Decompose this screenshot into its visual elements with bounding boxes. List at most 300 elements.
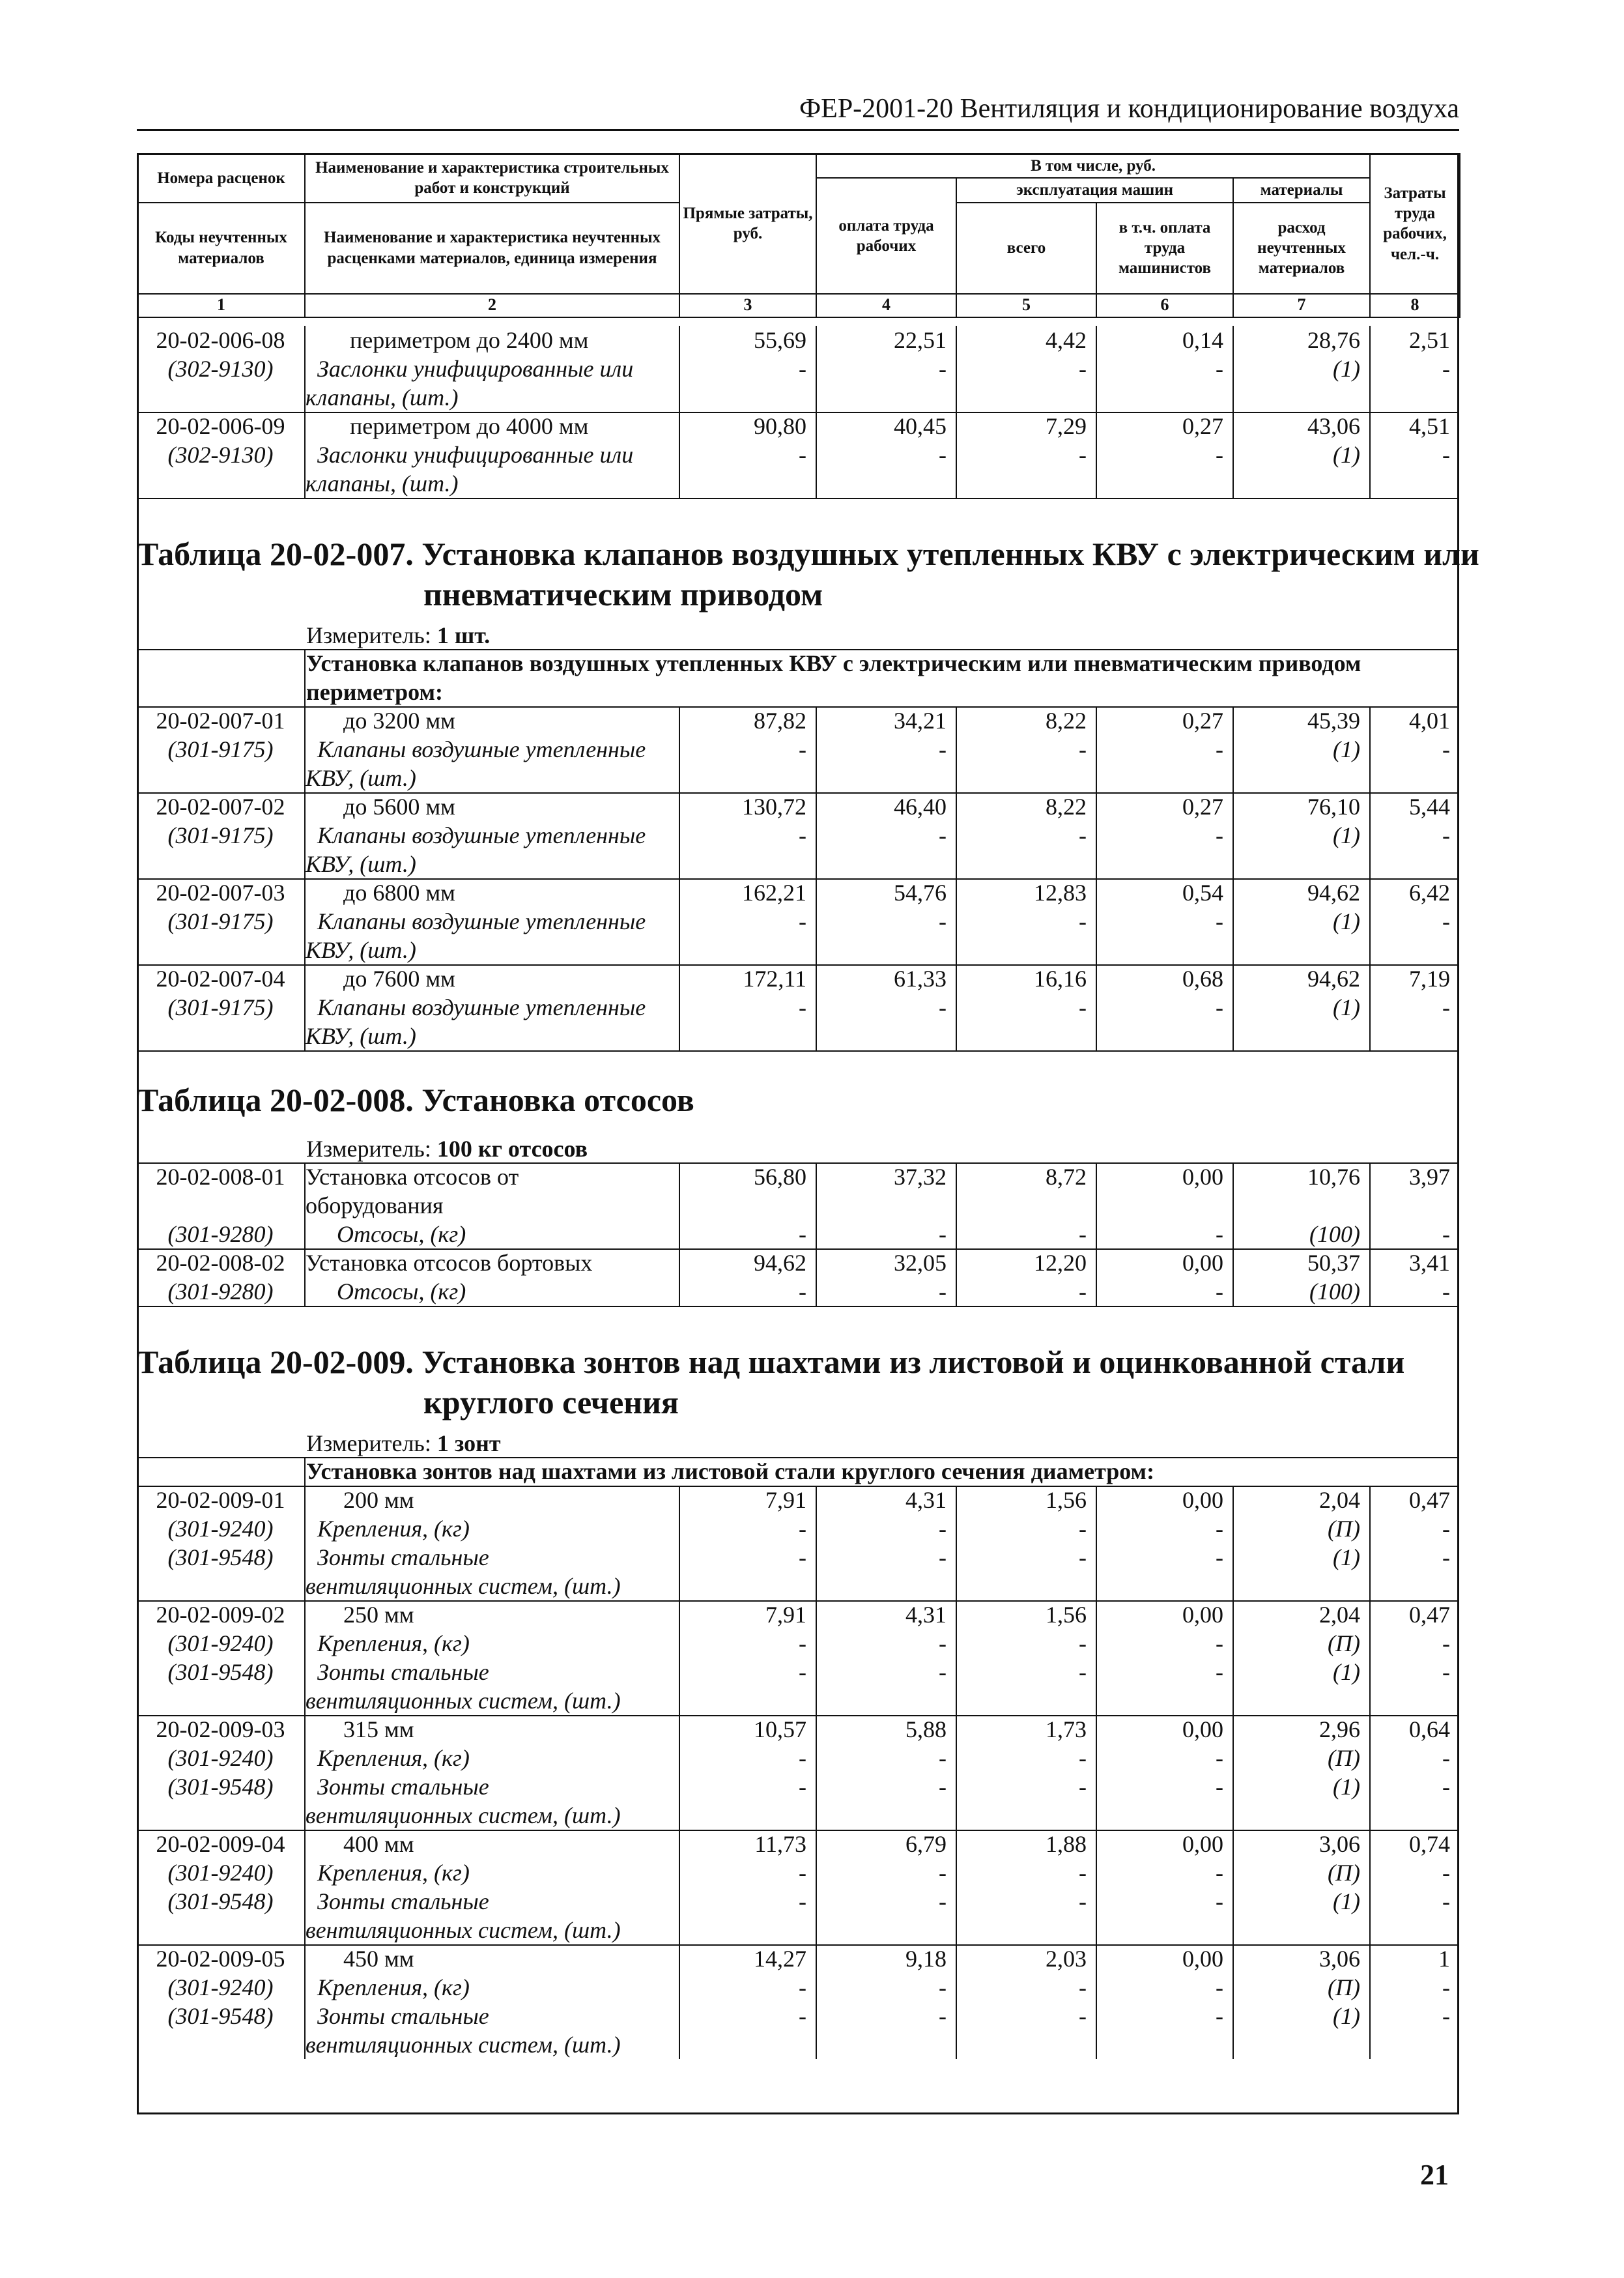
column-divider	[304, 326, 306, 412]
column-divider	[304, 1162, 306, 1248]
col7-header: расход неучтенных материалов	[1233, 203, 1370, 294]
value-cell: 87,82	[754, 708, 806, 734]
work-name: до 5600 мм	[343, 794, 455, 820]
value-cell: 0,27	[1182, 413, 1223, 439]
value-cell: 61,33	[894, 966, 947, 992]
column-divider	[956, 1248, 957, 1306]
value-cell: -	[939, 1278, 947, 1305]
group-heading: Установка зонтов над шахтами из листовой стали круглого сечения диаметром:	[306, 1458, 1155, 1484]
value-cell: (100)	[1309, 1221, 1360, 1247]
value-cell: -	[799, 442, 806, 468]
value-cell: 1,88	[1046, 1831, 1087, 1857]
value-cell: -	[1079, 1544, 1087, 1570]
value-cell: 2,04	[1319, 1602, 1360, 1628]
rate-code: 20-02-006-08	[156, 327, 285, 353]
row-divider	[137, 1050, 1459, 1052]
col-number: 8	[1370, 294, 1460, 317]
col2-header-bottom: Наименование и характеристика неучтенных расценками материалов, единица измерения	[305, 203, 679, 294]
value-cell: -	[939, 1745, 947, 1771]
value-cell: -	[1216, 1745, 1223, 1771]
work-name: Зонты стальные	[317, 1888, 489, 1914]
value-cell: 11,73	[754, 1831, 806, 1857]
value-cell: -	[939, 1630, 947, 1656]
column-divider	[304, 792, 306, 878]
value-cell: 1	[1438, 1946, 1450, 1972]
rate-code: (301-9240)	[167, 1630, 274, 1656]
rate-code: (301-9240)	[167, 1974, 274, 2000]
value-cell: 9,18	[905, 1946, 947, 1972]
work-name: периметром до 2400 мм	[350, 327, 589, 353]
column-divider	[816, 1830, 817, 1944]
value-cell: 14,27	[754, 1946, 806, 1972]
value-cell: 0,27	[1182, 708, 1223, 734]
page-number: 21	[1420, 2159, 1449, 2191]
measure-value: 100 кг отсосов	[436, 1136, 588, 1162]
rate-code: 20-02-008-02	[156, 1250, 285, 1276]
column-divider	[304, 1486, 306, 1600]
value-cell: (1)	[1333, 994, 1360, 1020]
value-cell: -	[1216, 1659, 1223, 1685]
column-divider	[956, 706, 957, 792]
row-divider	[137, 498, 1459, 499]
value-cell: 16,16	[1034, 966, 1087, 992]
work-name: до 7600 мм	[343, 966, 455, 992]
work-name: вентиляционных систем, (шт.)	[306, 2032, 621, 2058]
column-divider	[304, 1457, 306, 1486]
value-cell: -	[1442, 1278, 1450, 1305]
col2-header-top: Наименование и характеристика строительных работ и конструкций	[305, 154, 679, 203]
value-cell: 5,44	[1409, 794, 1450, 820]
value-cell: -	[799, 1974, 806, 2000]
work-name: Установка отсосов от	[306, 1164, 519, 1190]
value-cell: (П)	[1328, 1860, 1360, 1886]
value-cell: -	[1442, 908, 1450, 934]
column-divider	[816, 1944, 817, 2059]
table-title-line2: пневматическим приводом	[423, 576, 823, 613]
value-cell: -	[939, 822, 947, 848]
value-cell: 56,80	[754, 1164, 806, 1190]
work-name: 400 мм	[343, 1831, 414, 1857]
col-number: 3	[679, 294, 816, 317]
value-cell: 12,83	[1034, 880, 1087, 906]
work-name: вентиляционных систем, (шт.)	[306, 1688, 621, 1714]
value-cell: 10,57	[754, 1716, 806, 1742]
column-divider	[956, 1486, 957, 1600]
value-cell: -	[1442, 822, 1450, 848]
column-divider	[1369, 1715, 1371, 1830]
value-cell: 4,31	[905, 1602, 947, 1628]
column-divider	[679, 1715, 680, 1830]
value-cell: -	[1442, 1745, 1450, 1771]
column-divider	[1369, 1600, 1371, 1715]
work-name: КВУ, (шт.)	[306, 851, 416, 877]
work-name: КВУ, (шт.)	[306, 765, 416, 791]
value-cell: 0,64	[1409, 1716, 1450, 1742]
work-name: до 6800 мм	[343, 880, 455, 906]
value-cell: 4,31	[905, 1487, 947, 1513]
value-cell: -	[939, 736, 947, 762]
column-divider	[679, 1600, 680, 1715]
measure-value: 1 шт.	[436, 622, 491, 648]
column-divider	[1232, 964, 1234, 1050]
value-cell: -	[799, 908, 806, 934]
column-divider	[956, 1944, 957, 2059]
column-divider	[304, 412, 306, 498]
value-cell: 2,51	[1409, 327, 1450, 353]
rate-code: (302-9130)	[167, 442, 274, 468]
col6-header: в т.ч. оплата труда машинистов	[1096, 203, 1233, 294]
work-name: Клапаны воздушные утепленные	[317, 736, 646, 762]
value-cell: -	[939, 1544, 947, 1570]
value-cell: 50,37	[1307, 1250, 1360, 1276]
rate-code: 20-02-009-05	[156, 1946, 285, 1972]
rate-code: (301-9548)	[167, 1544, 274, 1570]
work-name: Зонты стальные	[317, 1774, 489, 1800]
value-cell: 0,00	[1182, 1250, 1223, 1276]
value-cell: (1)	[1333, 2003, 1360, 2029]
value-cell: -	[939, 1516, 947, 1542]
column-divider	[816, 326, 817, 412]
value-cell: -	[799, 822, 806, 848]
value-cell: -	[1442, 1544, 1450, 1570]
value-cell: 12,20	[1034, 1250, 1087, 1276]
value-cell: 40,45	[894, 413, 947, 439]
column-divider	[816, 878, 817, 964]
value-cell: -	[939, 1774, 947, 1800]
column-divider	[1369, 412, 1371, 498]
value-cell: -	[799, 1630, 806, 1656]
column-divider	[1369, 1162, 1371, 1248]
value-cell: (1)	[1333, 442, 1360, 468]
column-divider	[679, 878, 680, 964]
value-cell: -	[939, 994, 947, 1020]
column-divider	[304, 649, 306, 706]
value-cell: -	[1079, 822, 1087, 848]
value-cell: -	[1079, 1221, 1087, 1247]
value-cell: -	[1079, 1860, 1087, 1886]
value-cell: (1)	[1333, 356, 1360, 382]
work-name: Зонты стальные	[317, 1659, 489, 1685]
value-cell: (П)	[1328, 1745, 1360, 1771]
work-name: 450 мм	[343, 1946, 414, 1972]
work-name: Крепления, (кг)	[317, 1860, 470, 1886]
value-cell: -	[1079, 442, 1087, 468]
value-cell: 3,97	[1409, 1164, 1450, 1190]
value-cell: 8,22	[1046, 708, 1087, 734]
column-divider	[1232, 792, 1234, 878]
value-cell: -	[799, 1774, 806, 1800]
column-divider	[1096, 792, 1097, 878]
value-cell: (П)	[1328, 1630, 1360, 1656]
work-name: вентиляционных систем, (шт.)	[306, 1573, 621, 1599]
value-cell: 76,10	[1307, 794, 1360, 820]
work-name: клапаны, (шт.)	[306, 384, 459, 411]
value-cell: 0,00	[1182, 1164, 1223, 1190]
value-cell: -	[939, 1659, 947, 1685]
value-cell: -	[1216, 1516, 1223, 1542]
page-header-title: ФЕР-2001-20 Вентиляция и кондиционирование воздуха	[799, 94, 1459, 124]
value-cell: -	[1079, 908, 1087, 934]
column-divider	[1096, 706, 1097, 792]
rate-code: (301-9240)	[167, 1745, 274, 1771]
column-divider	[956, 878, 957, 964]
column-divider	[1369, 1830, 1371, 1944]
column-divider	[1369, 792, 1371, 878]
value-cell: -	[1216, 442, 1223, 468]
col3-header: Прямые затраты, руб.	[679, 154, 816, 294]
value-cell: -	[939, 1860, 947, 1886]
column-divider	[1369, 706, 1371, 792]
value-cell: -	[799, 1745, 806, 1771]
rate-code: (301-9175)	[167, 908, 274, 934]
column-divider	[1369, 878, 1371, 964]
value-cell: (100)	[1309, 1278, 1360, 1305]
value-cell: (1)	[1333, 1774, 1360, 1800]
measure-label	[306, 1135, 588, 1162]
col4-header: оплата труда рабочих	[816, 178, 956, 293]
group-heading: периметром:	[306, 679, 443, 705]
column-divider	[304, 964, 306, 1050]
value-cell: -	[1442, 1888, 1450, 1914]
value-cell: 2,03	[1046, 1946, 1087, 1972]
column-divider	[956, 412, 957, 498]
column-divider	[1096, 1486, 1097, 1600]
value-cell: 0,00	[1182, 1487, 1223, 1513]
value-cell: 1,56	[1046, 1602, 1087, 1628]
value-cell: -	[799, 1221, 806, 1247]
rate-code: (301-9548)	[167, 1888, 274, 1914]
column-divider	[816, 412, 817, 498]
value-cell: -	[1216, 1774, 1223, 1800]
column-divider	[679, 1162, 680, 1248]
value-cell: (1)	[1333, 1888, 1360, 1914]
col1-header-top: Номера расценок	[137, 154, 305, 203]
value-cell: 0,00	[1182, 1946, 1223, 1972]
column-divider	[1096, 1248, 1097, 1306]
value-cell: -	[1216, 1630, 1223, 1656]
value-cell: -	[1216, 1860, 1223, 1886]
work-name: Отсосы, (кг)	[337, 1221, 466, 1247]
value-cell: -	[1216, 1221, 1223, 1247]
work-name: 250 мм	[343, 1602, 414, 1628]
column-divider	[956, 1162, 957, 1248]
measure-label	[306, 1430, 501, 1457]
value-cell: -	[1442, 2003, 1450, 2029]
value-cell: -	[939, 442, 947, 468]
value-cell: 2,96	[1319, 1716, 1360, 1742]
value-cell: 28,76	[1307, 327, 1360, 353]
value-cell: -	[1079, 1278, 1087, 1305]
column-divider	[1096, 964, 1097, 1050]
value-cell: 7,91	[765, 1602, 806, 1628]
value-cell: -	[1442, 1630, 1450, 1656]
value-cell: 55,69	[754, 327, 806, 353]
column-divider	[679, 1248, 680, 1306]
value-cell: 0,00	[1182, 1831, 1223, 1857]
work-name: КВУ, (шт.)	[306, 1023, 416, 1049]
rate-code: (301-9240)	[167, 1516, 274, 1542]
column-divider	[1232, 1162, 1234, 1248]
value-cell: 0,14	[1182, 327, 1223, 353]
value-cell: 0,27	[1182, 794, 1223, 820]
value-cell: -	[799, 1516, 806, 1542]
column-divider	[1232, 1248, 1234, 1306]
rate-code: (301-9175)	[167, 736, 274, 762]
column-divider	[1096, 878, 1097, 964]
work-name: Крепления, (кг)	[317, 1745, 470, 1771]
value-cell: -	[939, 356, 947, 382]
value-cell: 94,62	[1307, 880, 1360, 906]
value-cell: -	[799, 1888, 806, 1914]
value-cell: 10,76	[1307, 1164, 1360, 1190]
value-cell: (1)	[1333, 822, 1360, 848]
value-cell: (П)	[1328, 1516, 1360, 1542]
value-cell: 0,47	[1409, 1487, 1450, 1513]
table-title-line2: круглого сечения	[423, 1384, 679, 1420]
work-name: оборудования	[306, 1192, 444, 1218]
value-cell: -	[1079, 1745, 1087, 1771]
value-cell: 3,41	[1409, 1250, 1450, 1276]
column-divider	[1232, 1715, 1234, 1830]
value-cell: 0,00	[1182, 1716, 1223, 1742]
included-header: В том числе, руб.	[816, 154, 1370, 178]
col-number: 2	[305, 294, 679, 317]
value-cell: 0,54	[1182, 880, 1223, 906]
value-cell: -	[1442, 442, 1450, 468]
column-divider	[679, 412, 680, 498]
value-cell: 45,39	[1307, 708, 1360, 734]
machines-header: эксплуатация машин	[956, 178, 1233, 202]
col-number: 7	[1233, 294, 1370, 317]
value-cell: -	[1216, 908, 1223, 934]
column-divider	[1232, 412, 1234, 498]
work-name: Крепления, (кг)	[317, 1630, 470, 1656]
measure-label	[306, 622, 490, 649]
value-cell: -	[1442, 1221, 1450, 1247]
value-cell: -	[1079, 736, 1087, 762]
value-cell: -	[1216, 1974, 1223, 2000]
col-number: 1	[137, 294, 305, 317]
rate-code: 20-02-008-01	[156, 1164, 285, 1190]
value-cell: 4,42	[1046, 327, 1087, 353]
value-cell: (1)	[1333, 1659, 1360, 1685]
column-divider	[1096, 1715, 1097, 1830]
rate-code: 20-02-007-03	[156, 880, 285, 906]
rate-code: 20-02-009-03	[156, 1716, 285, 1742]
column-divider	[956, 1830, 957, 1944]
value-cell: 4,01	[1409, 708, 1450, 734]
column-divider	[956, 1715, 957, 1830]
value-cell: -	[939, 2003, 947, 2029]
value-cell: -	[939, 1221, 947, 1247]
value-cell: 34,21	[894, 708, 947, 734]
value-cell: -	[1216, 356, 1223, 382]
value-cell: -	[1216, 1278, 1223, 1305]
column-divider	[816, 706, 817, 792]
rates-body	[137, 0, 1479, 2114]
rate-code: 20-02-009-02	[156, 1602, 285, 1628]
table-title-008: Таблица 20-02-008. Установка отсосов	[137, 1082, 694, 1118]
column-divider	[1096, 412, 1097, 498]
value-cell: 3,06	[1319, 1946, 1360, 1972]
table-title-line1: Таблица 20-02-007. Установка клапанов воздушных утепленных КВУ с электрическим или	[137, 536, 1479, 572]
column-divider	[1232, 1486, 1234, 1600]
value-cell: -	[799, 356, 806, 382]
column-divider	[304, 1715, 306, 1830]
rate-code: (302-9130)	[167, 356, 274, 382]
value-cell: -	[1442, 356, 1450, 382]
column-divider	[1096, 326, 1097, 412]
value-cell: -	[1442, 1860, 1450, 1886]
work-name: вентиляционных систем, (шт.)	[306, 1917, 621, 1943]
column-divider	[1096, 1162, 1097, 1248]
column-divider	[1369, 1248, 1371, 1306]
value-cell: 46,40	[894, 794, 947, 820]
value-cell: (1)	[1333, 736, 1360, 762]
column-divider	[1232, 1944, 1234, 2059]
column-divider	[816, 1486, 817, 1600]
column-divider	[679, 1944, 680, 2059]
column-divider	[304, 1600, 306, 1715]
column-divider	[1369, 1486, 1371, 1600]
measure-label-text: Измеритель:	[306, 1430, 431, 1456]
column-divider	[1369, 964, 1371, 1050]
value-cell: 2,04	[1319, 1487, 1360, 1513]
value-cell: -	[799, 1659, 806, 1685]
column-divider	[1232, 1830, 1234, 1944]
value-cell: 32,05	[894, 1250, 947, 1276]
column-divider	[679, 1486, 680, 1600]
value-cell: 0,47	[1409, 1602, 1450, 1628]
measure-label-text: Измеритель:	[306, 622, 431, 648]
row-divider	[137, 1306, 1459, 1307]
work-name: Зонты стальные	[317, 1544, 489, 1570]
value-cell: -	[799, 1278, 806, 1305]
column-divider	[304, 706, 306, 792]
column-divider	[816, 1600, 817, 1715]
value-cell: 43,06	[1307, 413, 1360, 439]
col-number: 4	[816, 294, 956, 317]
value-cell: 37,32	[894, 1164, 947, 1190]
column-divider	[1096, 1944, 1097, 2059]
work-name: Клапаны воздушные утепленные	[317, 994, 646, 1020]
work-name: периметром до 4000 мм	[350, 413, 589, 439]
rate-code: (301-9548)	[167, 1659, 274, 1685]
value-cell: -	[1216, 736, 1223, 762]
column-divider	[956, 326, 957, 412]
value-cell: -	[1079, 1774, 1087, 1800]
column-divider	[304, 878, 306, 964]
value-cell: 1,56	[1046, 1487, 1087, 1513]
column-divider	[816, 792, 817, 878]
value-cell: -	[1216, 994, 1223, 1020]
work-name: Крепления, (кг)	[317, 1516, 470, 1542]
value-cell: -	[799, 736, 806, 762]
work-name: Отсосы, (кг)	[337, 1278, 466, 1305]
rate-code: (301-9280)	[167, 1278, 274, 1305]
column-divider	[304, 1248, 306, 1306]
value-cell: (1)	[1333, 1544, 1360, 1570]
col1-header-bottom: Коды неучтенных материалов	[137, 203, 305, 294]
table-title-line1: Таблица 20-02-009. Установка зонтов над шахтами из листовой и оцинкованной стали	[137, 1344, 1405, 1380]
column-divider	[1232, 1600, 1234, 1715]
value-cell: 172,11	[743, 966, 806, 992]
work-name: 315 мм	[343, 1716, 414, 1742]
table-title-007	[137, 534, 1479, 614]
column-divider	[304, 1944, 306, 2059]
value-cell: -	[1079, 1516, 1087, 1542]
column-divider	[679, 326, 680, 412]
